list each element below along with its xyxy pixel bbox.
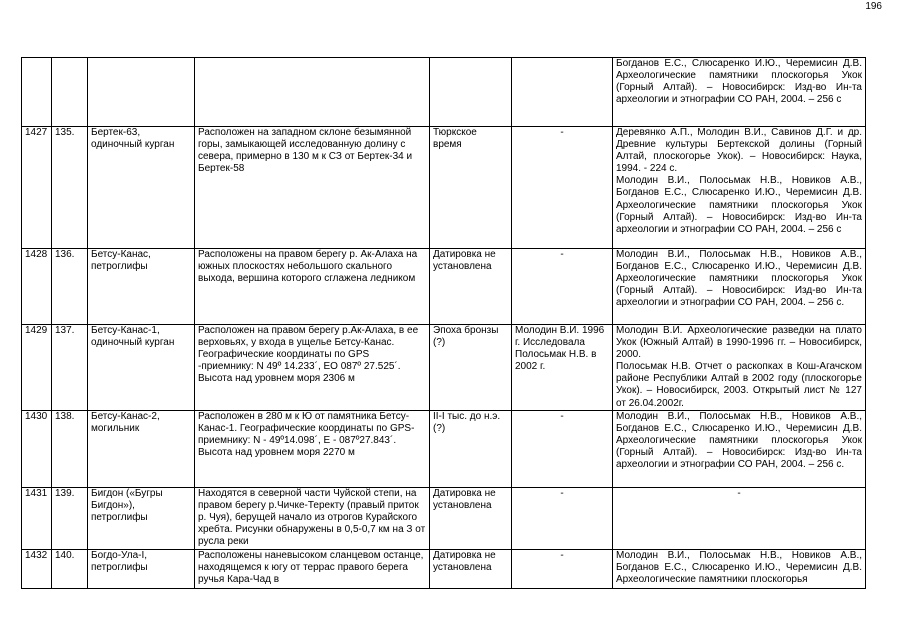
registry-id-cell: 1429 xyxy=(22,325,52,411)
dating-cell: Датировка не установлена xyxy=(430,487,512,549)
literature-entry: Богданов Е.С., Слюсаренко И.Ю., Черемисин Д.В. Археологические памятники плоскогорья Укок (Горный Алтай). – Новосибирск: Изд-во Ин-та археологии и этнографии СО РАН, 2004. – 256 с xyxy=(616,58,862,106)
literature-entry: Молодин В.И., Полосьмак Н.В., Новиков А.В., Богданов Е.С., Слюсаренко И.Ю., Черемисин Д.В. Археологические памятники плоскогорья Укок (Горный Алтай). – Новосибирск: Изд-во Ин-та археологии и этнографии СО РАН, 2004. – 256 с. xyxy=(616,249,862,309)
dating-cell: Датировка не установлена xyxy=(430,249,512,325)
page-number: 196 xyxy=(865,1,882,12)
monuments-table xyxy=(21,57,866,589)
table-row xyxy=(22,127,866,249)
dating-cell xyxy=(430,58,512,127)
row-number-cell: 139. xyxy=(52,487,88,549)
literature-cell xyxy=(613,249,866,325)
site-name-cell xyxy=(88,58,195,127)
site-description-cell: Находятся в северной части Чуйской степи, на правом берегу р.Чичке-Теректу (правый приток р. Чуя), берущей начало из отрогов Курайского хребта. Рисунки обнаружены в 0,5-0,7 км на З от русла реки xyxy=(195,487,430,549)
site-name-cell: Бетсу-Канас-2, могильник xyxy=(88,410,195,487)
literature-entry: Деревянко А.П., Молодин В.И., Савинов Д.Г. и др. Древние культуры Бертекской долины (Горный Алтай, плоскогорье Укок). – Новосибирск: Наука, 1994. - 224 с. xyxy=(616,127,862,175)
table-row xyxy=(22,487,866,549)
site-name-cell: Бетсу-Канас, петроглифы xyxy=(88,249,195,325)
literature-cell xyxy=(613,58,866,127)
literature-entry: Молодин В.И., Полосьмак Н.В., Новиков А.В., Богданов Е.С., Слюсаренко И.Ю., Черемисин Д.В. Археологические памятники плоскогорья xyxy=(616,549,862,585)
researchers-cell: - xyxy=(512,487,613,549)
literature-cell xyxy=(613,549,866,588)
literature-entry: - xyxy=(737,487,741,499)
literature-entry: Молодин В.И., Полосьмак Н.В., Новиков А.В., Богданов Е.С., Слюсаренко И.Ю., Черемисин Д.В. Археологические памятники плоскогорья Укок (Горный Алтай). – Новосибирск: Изд-во Ин-та археологии и этнографии СО РАН, 2004. – 256 с. xyxy=(616,410,862,471)
row-number-cell xyxy=(52,58,88,127)
registry-id-cell: 1427 xyxy=(22,127,52,249)
literature-entry: Молодин В.И. Археологические разведки на плато Укок (Южный Алтай) в 1990-1996 гг. – Новосибирск, 2000. xyxy=(616,325,862,361)
literature-entry: Полосьмак Н.В. Отчет о раскопках в Кош-Агачском районе Республики Алтай в 2002 году (плоскогорье Укок). – Новосибирск, 2003. Открытый лист № 127 от 26.04.2002г. xyxy=(616,361,862,409)
table-row xyxy=(22,549,866,588)
site-description-cell: Расположен на западном склоне безымянной горы, замыкающей исследованную долину с севера, примерно в 130 м к СЗ от Бертек-34 и Бертек-58 xyxy=(195,127,430,249)
site-name-cell: Бетсу-Канас-1, одиночный курган xyxy=(88,325,195,411)
row-number-cell: 135. xyxy=(52,127,88,249)
dating-cell: Тюркское время xyxy=(430,127,512,249)
dating-cell: II-I тыс. до н.э. (?) xyxy=(430,410,512,487)
researchers-cell: - xyxy=(512,549,613,588)
row-number-cell: 137. xyxy=(52,325,88,411)
registry-id-cell: 1432 xyxy=(22,549,52,588)
table-row xyxy=(22,58,866,127)
table-row xyxy=(22,325,866,411)
literature-cell xyxy=(613,325,866,411)
row-number-cell: 136. xyxy=(52,249,88,325)
site-name-cell: Бертек-63, одиночный курган xyxy=(88,127,195,249)
table-body xyxy=(22,58,866,589)
literature-cell xyxy=(613,127,866,249)
literature-cell xyxy=(613,487,866,549)
table-row xyxy=(22,410,866,487)
researchers-cell: Молодин В.И. 1996 г. Исследовала Полосьмак Н.В. в 2002 г. xyxy=(512,325,613,411)
row-number-cell: 140. xyxy=(52,549,88,588)
table-row xyxy=(22,249,866,325)
site-description-cell xyxy=(195,58,430,127)
researchers-cell xyxy=(512,58,613,127)
site-description-cell: Расположен в 280 м к Ю от памятника Бетсу-Канас-1. Географические координаты по GPS-приемнику: N - 49º14.098´, Е - 087º27.843´. Высота над уровнем моря 2270 м xyxy=(195,410,430,487)
literature-entry: Молодин В.И., Полосьмак Н.В., Новиков А.В., Богданов Е.С., Слюсаренко И.Ю., Черемисин Д.В. Археологические памятники плоскогорья Укок (Горный Алтай). – Новосибирск: Изд-во Ин-та археологии и этнографии СО РАН, 2004. – 256 с xyxy=(616,175,862,235)
registry-id-cell: 1430 xyxy=(22,410,52,487)
researchers-cell: - xyxy=(512,410,613,487)
registry-id-cell xyxy=(22,58,52,127)
registry-id-cell: 1428 xyxy=(22,249,52,325)
dating-cell: Эпоха бронзы (?) xyxy=(430,325,512,411)
registry-id-cell: 1431 xyxy=(22,487,52,549)
row-number-cell: 138. xyxy=(52,410,88,487)
researchers-cell: - xyxy=(512,127,613,249)
literature-cell xyxy=(613,410,866,487)
researchers-cell: - xyxy=(512,249,613,325)
site-name-cell: Богдо-Ула-I, петроглифы xyxy=(88,549,195,588)
dating-cell: Датировка не установлена xyxy=(430,549,512,588)
site-description-cell: Расположены наневысоком сланцевом останце, находящемся к югу от террас правого берега ручья Кара-Чад в xyxy=(195,549,430,588)
site-description-cell: Расположены на правом берегу р. Ак-Алаха на южных плоскостях небольшого скального выхода, вершина которого сглажена ледником xyxy=(195,249,430,325)
site-description-cell: Расположен на правом берегу р.Ак-Алаха, в ее верховьях, у входа в ущелье Бетсу-Канас. Географические координаты по GPS -приемнику: N 49º 14.233´, ЕО 087º 27.525´. Высота над уровнем моря 2306 м xyxy=(195,325,430,411)
site-name-cell: Бигдон («Бугры Бигдон»), петроглифы xyxy=(88,487,195,549)
